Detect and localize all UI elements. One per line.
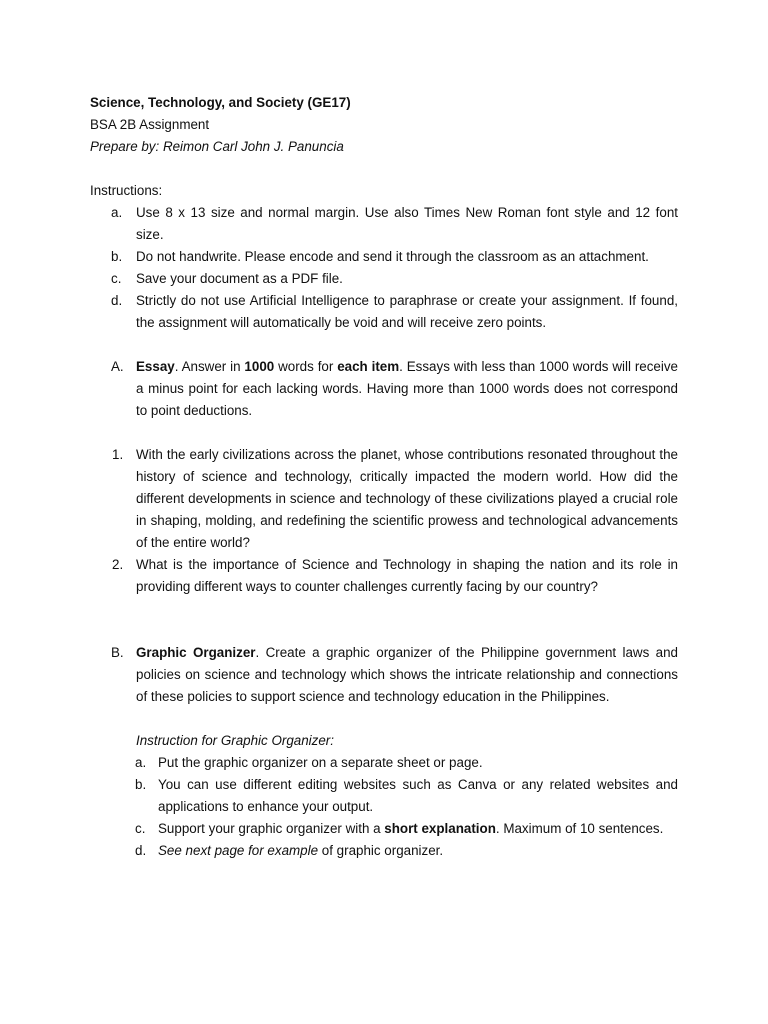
list-marker: 1. [112, 447, 124, 462]
instruction-item-b [90, 246, 678, 268]
instructions-heading: Instructions: [90, 183, 163, 198]
list-marker: c. [135, 821, 146, 836]
list-marker: 2. [112, 557, 124, 572]
go-item-text: . Maximum of 10 sentences. [495, 821, 664, 836]
section-marker: B. [111, 645, 124, 660]
spacer [90, 334, 678, 356]
section-b-graphic-organizer [90, 642, 678, 708]
list-marker: b. [135, 777, 147, 792]
spacer [90, 598, 678, 642]
instruction-text: Use 8 x 13 size and normal margin. Use also Times New Roman font style and 12 font size. [136, 205, 678, 242]
go-item-text: Support your graphic organizer with a [158, 821, 385, 836]
instruction-item-c [90, 268, 678, 290]
instruction-text: Save your document as a PDF file. [136, 271, 343, 286]
section-label: Graphic Organizer [136, 645, 256, 660]
list-marker: c. [111, 271, 122, 286]
list-marker: d. [111, 293, 123, 308]
word-count: 1000 [244, 359, 275, 374]
spacer [90, 422, 678, 444]
go-item-d [90, 840, 678, 862]
short-explanation-emphasis: short explanation [384, 821, 496, 836]
section-text: . Essays with less than 1000 words will receive a minus point for each lacking words. Having more than 1000 words does not correspond to point deductions. [136, 359, 678, 418]
go-item-text: You can use different editing websites such as Canva or any related websites and applications to enhance your output. [158, 777, 678, 814]
prepared-by: Prepare by: Reimon Carl John J. Panuncia [90, 139, 344, 154]
each-item-emphasis: each item [337, 359, 400, 374]
go-item-c [90, 818, 678, 840]
document-title: Science, Technology, and Society (GE17) [90, 95, 351, 110]
instruction-text: Do not handwrite. Please encode and send it through the classroom as an attachment. [136, 249, 649, 264]
section-label: Essay [136, 359, 175, 374]
list-marker: a. [111, 205, 123, 220]
document-subtitle: BSA 2B Assignment [90, 117, 210, 132]
question-text: With the early civilizations across the planet, whose contributions resonated throughout the history of science and technology, critically impacted the modern world. How did the different developments in science and technology of these civilizations played a crucial role in shaping, molding, and redefining the scientific prowess and technological advancements of the entire world? [136, 447, 678, 550]
essay-question-2 [90, 554, 678, 598]
instruction-text: Strictly do not use Artificial Intelligence to paraphrase or create your assignment. If found, the assignment will automatically be void and will receive zero points. [136, 293, 678, 330]
question-text: What is the importance of Science and Technology in shaping the nation and its role in providing different ways to counter challenges currently facing by our country? [136, 557, 678, 594]
spacer [90, 158, 678, 180]
section-text: words for [274, 359, 338, 374]
section-text: . Create a graphic organizer of the Philippine government laws and policies on science and technology which shows the intricate relationship and connections of these policies to support science and technology education in the Philippines. [136, 645, 679, 704]
section-marker: A. [111, 359, 124, 374]
go-item-text: Put the graphic organizer on a separate sheet or page. [158, 755, 483, 770]
list-marker: d. [135, 843, 147, 858]
see-next-page-emphasis: See next page for example [158, 843, 319, 858]
go-item-a [90, 752, 678, 774]
instruction-item-d [90, 290, 678, 334]
list-marker: b. [111, 249, 123, 264]
essay-question-1 [90, 444, 678, 554]
go-item-b [90, 774, 678, 818]
go-item-text: of graphic organizer. [318, 843, 444, 858]
spacer [90, 708, 678, 730]
list-marker: a. [135, 755, 147, 770]
section-text: . Answer in [174, 359, 245, 374]
section-a-essay [90, 356, 678, 422]
graphic-organizer-instruction-heading: Instruction for Graphic Organizer: [136, 733, 334, 748]
document-page [90, 92, 678, 862]
instruction-item-a [90, 202, 678, 246]
